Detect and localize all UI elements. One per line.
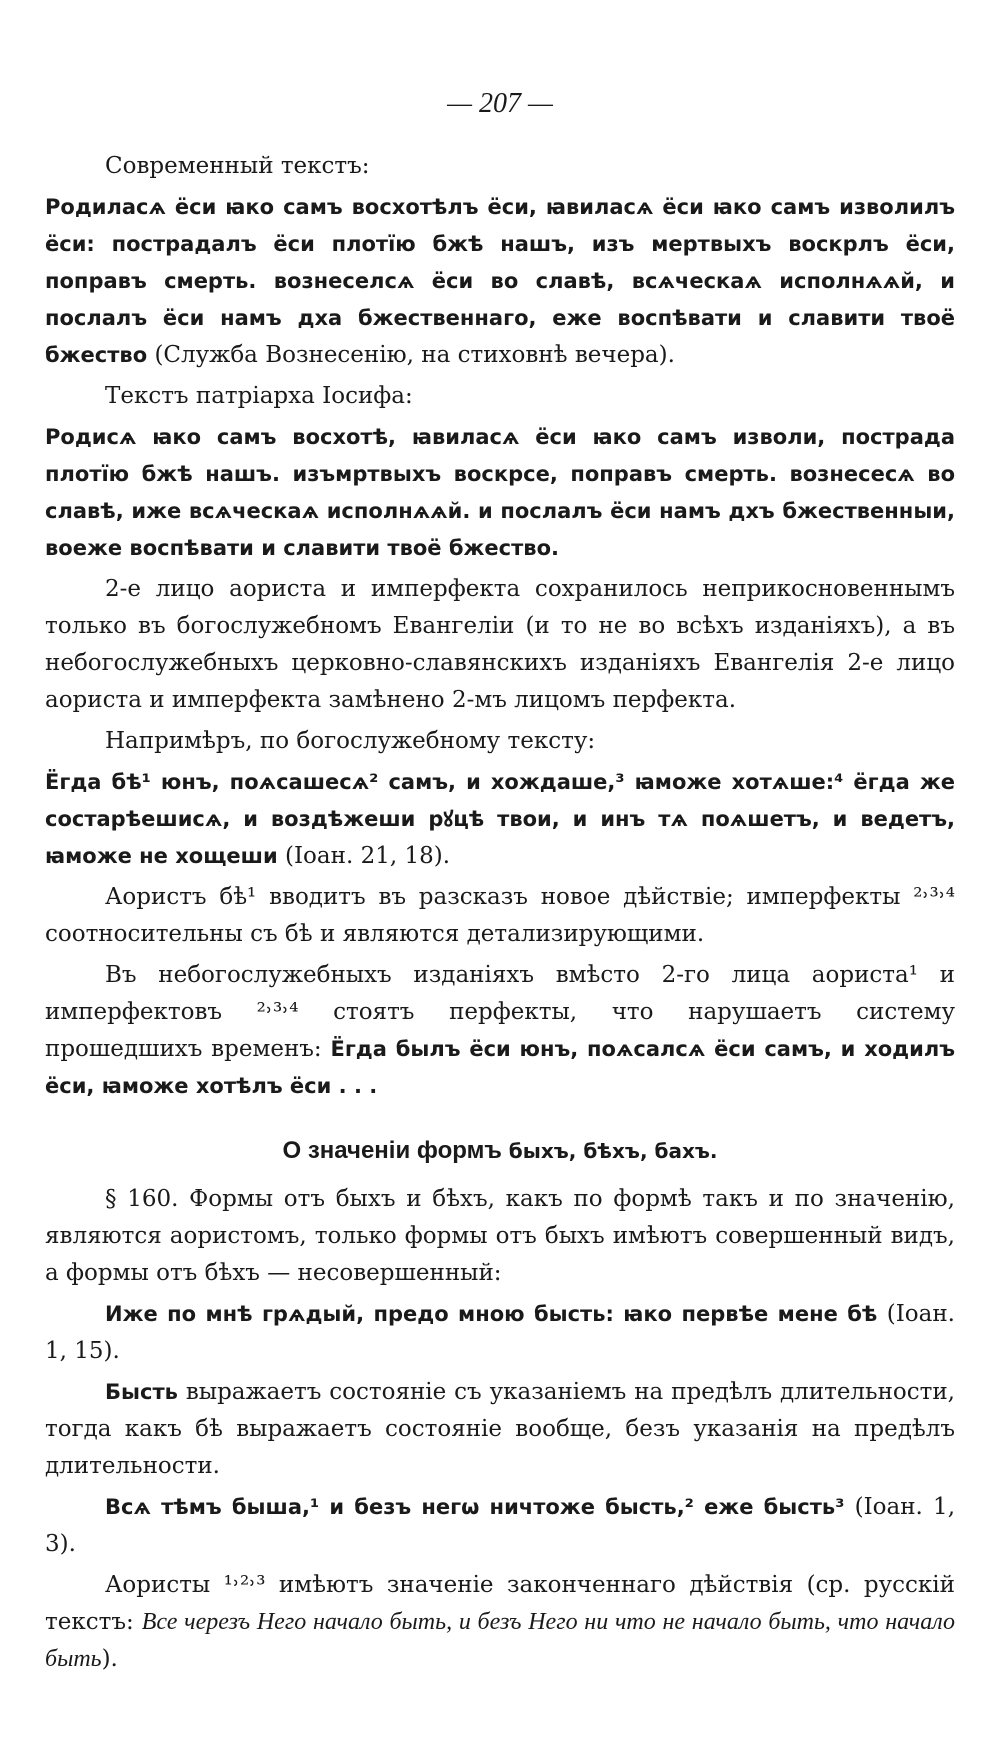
paragraph-text: выражаетъ состояніе съ указаніемъ на предѣлъ длительности, тогда какъ бѣ выражаетъ состояніе вообще, безъ указанія на предѣлъ длительности. bbox=[45, 1379, 955, 1479]
slavonic-text: Ёгда бѣ¹ юнъ, поѧсашесѧ² самъ, и хождаше,³ ꙗможе хотѧше:⁴ ёгда же состарѣешисѧ, и воздѣжеши рꙋцѣ твои, и инъ тѧ поѧшетъ, и ведетъ, ꙗможе не хощеши bbox=[45, 770, 955, 868]
paragraph-text: Аористы ¹˒²˒³ имѣютъ значеніе законченнаго дѣйствія (ср. русскій текстъ: bbox=[45, 1572, 955, 1635]
paragraph-tail: ). bbox=[101, 1646, 118, 1672]
citation: (Іоан. 1, 15). bbox=[45, 1301, 955, 1364]
paragraph: Напримѣръ, по богослужебному тексту: bbox=[105, 728, 596, 754]
citation: (Служба Вознесенію, на стиховнѣ вечера). bbox=[147, 342, 675, 368]
paragraph-160: § 160. Формы отъ быхъ и бѣхъ, какъ по формѣ такъ и по значенію, являются аористомъ, только формы отъ быхъ имѣютъ совершенный видъ, а формы отъ бѣхъ — несовершенный: bbox=[45, 1186, 955, 1286]
page-number: — 207 — bbox=[447, 88, 553, 119]
slavonic-text: Иже по мнѣ грѧдый, предо мною бысть: ꙗко первѣе мене бѣ bbox=[105, 1302, 878, 1326]
paragraph bbox=[45, 1567, 955, 1678]
paragraph: 2-е лицо аориста и имперфекта сохранилось неприкосновеннымъ только въ богослужебномъ Евангеліи (и то не во всѣхъ изданіяхъ), а въ небогослужебныхъ церковно-славянскихъ изданіяхъ Евангелія 2-е лицо аориста и имперфекта замѣнено 2-мъ лицомъ перфекта. bbox=[45, 576, 955, 713]
italic-text: Все черезъ Него начало быть, и безъ Него ни что не начало быть, что начало быть bbox=[45, 1609, 955, 1672]
paragraph bbox=[45, 957, 955, 1105]
gospel-quote bbox=[45, 1489, 955, 1563]
page-body bbox=[45, 148, 955, 1678]
gospel-quote bbox=[45, 764, 955, 875]
heading-text: О значеніи формъ bbox=[282, 1137, 502, 1164]
heading-slavonic: быхъ, бѣхъ, бахъ. bbox=[501, 1139, 718, 1163]
citation: (Іоан. 21, 18). bbox=[277, 843, 451, 869]
slavonic-text: Всѧ тѣмъ быша,¹ и безъ негѡ ничтоже бысть,² еже бысть³ bbox=[105, 1495, 845, 1519]
slavonic-text: Ёгда былъ ёси юнъ, поѧсалсѧ ёси самъ, и ходилъ ёси, ꙗможе хотѣлъ ёси . . . bbox=[45, 1037, 955, 1098]
label-iosif-text: Текстъ патріарха Іосифа: bbox=[105, 383, 413, 409]
paragraph bbox=[45, 1374, 955, 1485]
citation: (Іоан. 1, 3). bbox=[45, 1494, 956, 1557]
slavonic-text: Родиласѧ ёси ꙗко самъ восхотѣлъ ёси, ꙗвиласѧ ёси ꙗко самъ изволилъ ёси: пострадалъ ёси плотїю бжѣ нашъ, изъ мертвыхъ воскрлъ ёси, поправъ смерть. вознеселсѧ ёси во славѣ, всѧческаѧ исполнѧѧй, и послалъ ёси намъ дха бжественнаго, еже воспѣвати и славити твоё бжество bbox=[45, 195, 955, 367]
slavonic-word: Бысть bbox=[105, 1380, 178, 1404]
paragraph-text: Въ небогослужебныхъ изданіяхъ вмѣсто 2-го лица аориста¹ и имперфектовъ ²˒³˒⁴ стоятъ перфекты, что нарушаетъ систему прошедшихъ временъ: bbox=[45, 962, 955, 1062]
gospel-quote bbox=[45, 1296, 955, 1370]
modern-slavonic-quote bbox=[45, 189, 955, 374]
iosif-slavonic-quote: Родисѧ ꙗко самъ восхотѣ, ꙗвиласѧ ёси ꙗко самъ изволи, пострада плотїю бжѣ нашъ. изъмртвыхъ воскрсе, поправъ смерть. вознесесѧ во славѣ, иже всѧческаѧ исполнѧѧй. и послалъ ёси намъ дхъ бжественныи, воеже воспѣвати и славити твоё бжество. bbox=[45, 425, 955, 560]
paragraph: Аористъ бѣ¹ вводитъ въ разсказъ новое дѣйствіе; имперфекты ²˒³˒⁴ соотносительны съ бѣ и являются детализирующими. bbox=[45, 884, 955, 947]
label-modern-text: Современный текстъ: bbox=[105, 153, 370, 179]
section-heading bbox=[45, 1131, 955, 1171]
